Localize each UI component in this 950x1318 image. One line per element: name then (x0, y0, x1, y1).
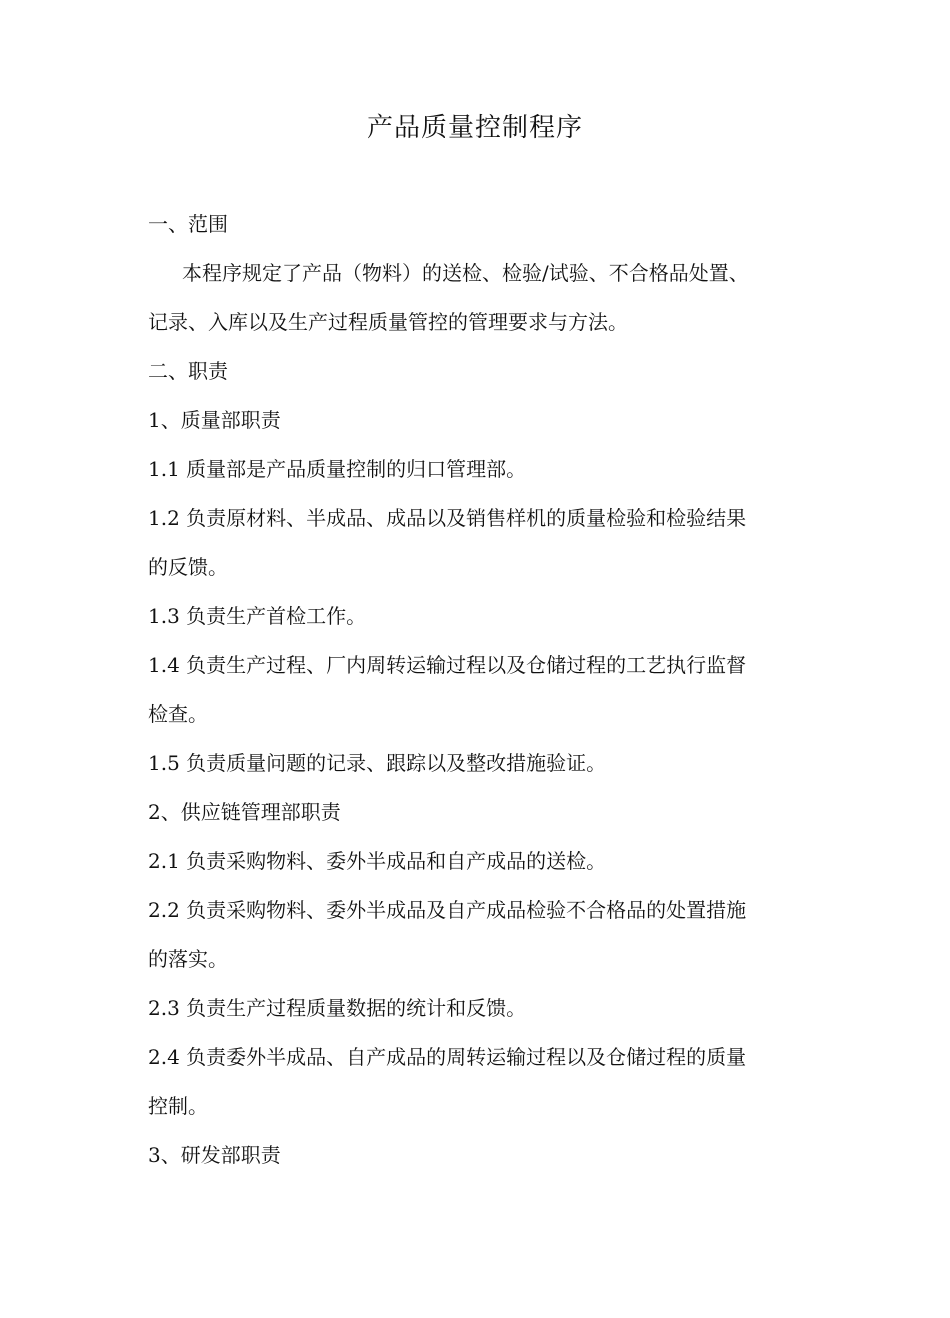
document-title: 产品质量控制程序 (366, 113, 583, 143)
clause-1-5: 1.5 负责质量问题的记录、跟踪以及整改措施验证。 (148, 751, 607, 775)
paragraph-line: 本程序规定了产品（物料）的送检、检验/试验、不合格品处置、 (182, 261, 749, 285)
clause-1-4: 1.4 负责生产过程、厂内周转运输过程以及仓储过程的工艺执行监督 (148, 653, 747, 677)
section-heading-responsibilities: 二、职责 (148, 359, 228, 383)
clause-1-4-continued: 检查。 (148, 702, 208, 726)
clause-2-4-continued: 控制。 (148, 1094, 208, 1118)
paragraph-line: 记录、入库以及生产过程质量管控的管理要求与方法。 (148, 310, 628, 334)
section-heading-scope: 一、范围 (148, 212, 228, 236)
clause-1-1: 1.1 质量部是产品质量控制的归口管理部。 (148, 457, 527, 481)
clause-1-2: 1.2 负责原材料、半成品、成品以及销售样机的质量检验和检验结果 (148, 506, 747, 530)
clause-2-3: 2.3 负责生产过程质量数据的统计和反馈。 (148, 996, 527, 1020)
clause-1-2-continued: 的反馈。 (148, 555, 228, 579)
subsection-heading-quality-dept: 1、质量部职责 (148, 408, 281, 432)
clause-2-4: 2.4 负责委外半成品、自产成品的周转运输过程以及仓储过程的质量 (148, 1045, 747, 1069)
clause-2-2: 2.2 负责采购物料、委外半成品及自产成品检验不合格品的处置措施 (148, 898, 747, 922)
subsection-heading-supply-chain: 2、供应链管理部职责 (148, 800, 341, 824)
clause-1-3: 1.3 负责生产首检工作。 (148, 604, 367, 628)
subsection-heading-rnd: 3、研发部职责 (148, 1143, 281, 1167)
document-body (148, 200, 808, 1180)
clause-2-1: 2.1 负责采购物料、委外半成品和自产成品的送检。 (148, 849, 607, 873)
clause-2-2-continued: 的落实。 (148, 947, 228, 971)
